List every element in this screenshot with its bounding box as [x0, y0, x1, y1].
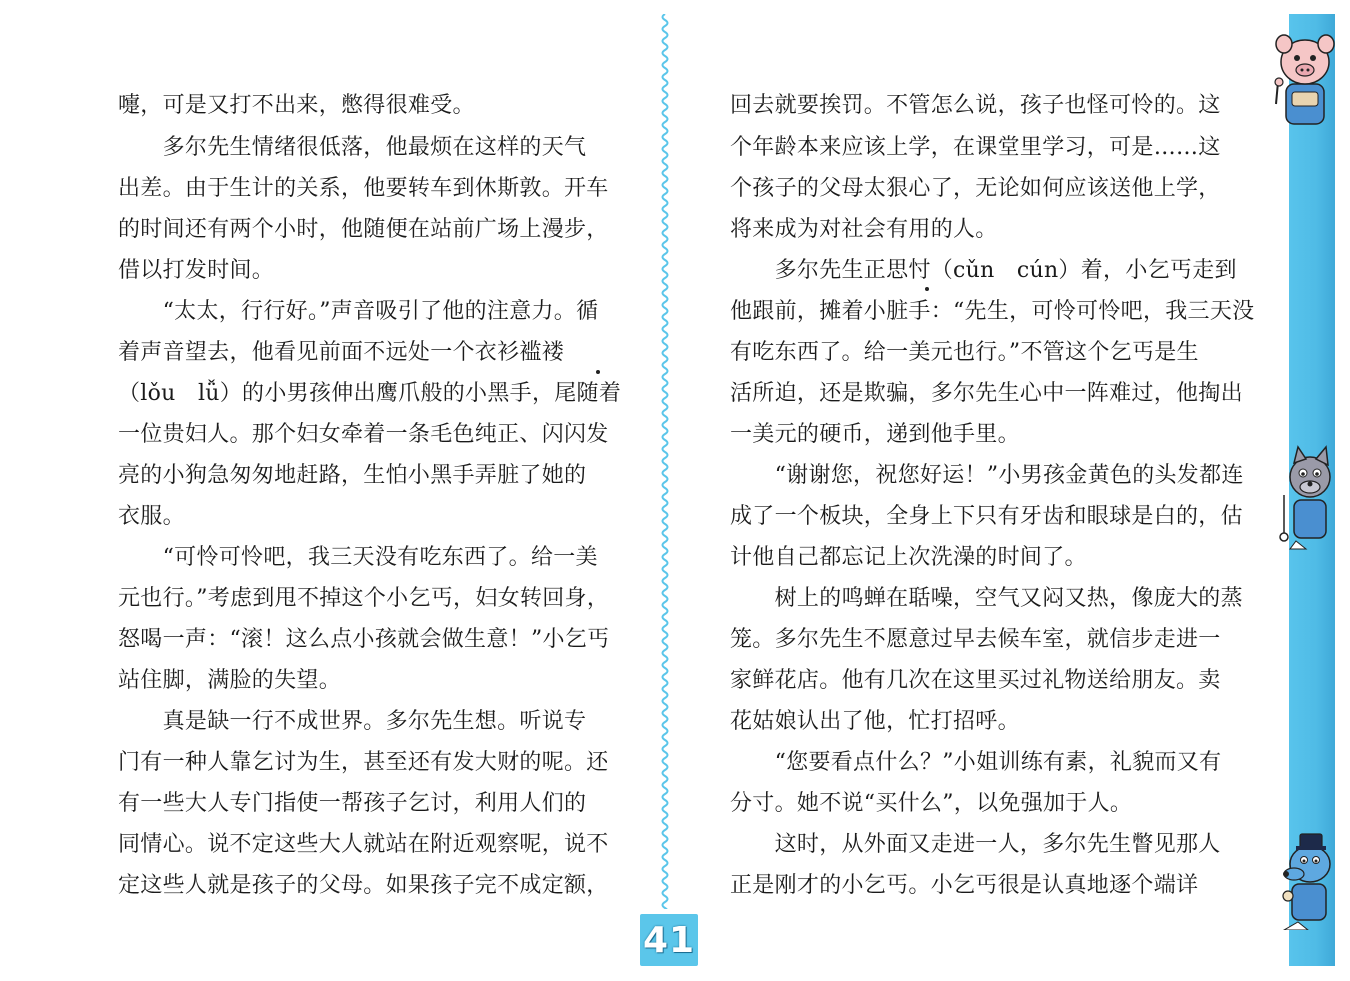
text-line: 有一些大人专门指使一帮孩子乞讨，利用人们的 — [118, 791, 587, 816]
text-line: 个孩子的父母太狠心了，无论如何应该送他上学， — [730, 176, 1221, 201]
wavy-divider-icon — [657, 14, 673, 909]
text-line: 多尔先生正思忖（cǔn cún）着，小乞丐走到 — [730, 258, 1237, 283]
text-line: “谢谢您，祝您好运！”小男孩金黄色的头发都连 — [730, 463, 1244, 488]
text-line: 正是刚才的小乞丐。小乞丐很是认真地逐个端详 — [730, 873, 1199, 898]
text-line: 定这些人就是孩子的父母。如果孩子完不成定额， — [118, 873, 609, 898]
text-line: 门有一种人靠乞讨为生，甚至还有发大财的呢。还 — [118, 750, 609, 775]
text-line: 元也行。”考虑到甩不掉这个小乞丐，妇女转回身， — [118, 586, 610, 611]
text-line: 衣服。 — [118, 504, 185, 529]
pig-cartoon-icon — [1270, 32, 1340, 132]
text-line: 这时，从外面又走进一人，多尔先生瞥见那人 — [730, 832, 1221, 857]
text-line: 嚏，可是又打不出来，憋得很难受。 — [118, 93, 475, 118]
text-line: 花姑娘认出了他，忙打招呼。 — [730, 709, 1020, 734]
page-number-box — [640, 914, 698, 966]
text-line: 活所迫，还是欺骗，多尔先生心中一阵难过，他掏出 — [730, 381, 1243, 406]
text-line: 计他自己都忘记上次洗澡的时间了。 — [730, 545, 1087, 570]
text-line: 树上的鸣蝉在聒噪，空气又闷又热，像庞大的蒸 — [730, 586, 1243, 611]
text-line: 他跟前，摊着小脏手：“先生，可怜可怜吧，我三天没 — [730, 299, 1255, 324]
text-line: 怒喝一声：“滚！这么点小孩就会做生意！”小乞丐 — [118, 627, 610, 652]
text-line: 亮的小狗急匆匆地赶路，生怕小黑手弄脏了她的 — [118, 463, 587, 488]
text-line: 多尔先生情绪很低落，他最烦在这样的天气 — [118, 135, 587, 160]
text-line: 个年龄本来应该上学，在课堂里学习，可是……这 — [730, 135, 1221, 160]
text-line: 一位贵妇人。那个妇女牵着一条毛色纯正、闪闪发 — [118, 422, 609, 447]
text-line: 将来成为对社会有用的人。 — [730, 217, 998, 242]
text-line: 真是缺一行不成世界。多尔先生想。听说专 — [118, 709, 587, 734]
text-line: 一美元的硬币，递到他手里。 — [730, 422, 1020, 447]
text-line: “您要看点什么？”小姐训练有素，礼貌而又有 — [730, 750, 1222, 775]
text-line: 站住脚，满脸的失望。 — [118, 668, 342, 693]
page-number: 41 — [642, 919, 696, 961]
text-line: 家鲜花店。他有几次在这里买过礼物送给朋友。卖 — [730, 668, 1221, 693]
text-line: 有吃东西了。给一美元也行。”不管这个乞丐是生 — [730, 340, 1199, 365]
text-line: 同情心。说不定这些大人就站在附近观察呢，说不 — [118, 832, 609, 857]
wolf-cartoon-icon — [1276, 445, 1340, 550]
text-line: 成了一个板块，全身上下只有牙齿和眼球是白的，估 — [730, 504, 1243, 529]
text-line: 回去就要挨罚。不管怎么说，孩子也怪可怜的。这 — [730, 93, 1221, 118]
text-line: 着声音望去，他看见前面不远处一个衣衫褴褛 — [118, 340, 565, 365]
emphasis-dot — [925, 287, 929, 291]
text-line: 笼。多尔先生不愿意过早去候车室，就信步走进一 — [730, 627, 1221, 652]
text-line: “可怜可怜吧，我三天没有吃东西了。给一美 — [118, 545, 598, 570]
text-line: （lǒu lǚ）的小男孩伸出鹰爪般的小黑手，尾随着 — [118, 381, 622, 406]
text-line: 的时间还有两个小时，他随便在站前广场上漫步， — [118, 217, 609, 242]
text-line: “太太，行行好。”声音吸引了他的注意力。循 — [118, 299, 599, 324]
text-line: 分寸。她不说“买什么”，以免强加于人。 — [730, 791, 1133, 816]
dog-cartoon-icon — [1272, 830, 1342, 930]
emphasis-dot — [596, 370, 600, 374]
text-line: 出差。由于生计的关系，他要转车到休斯敦。开车 — [118, 176, 609, 201]
text-line: 借以打发时间。 — [118, 258, 275, 283]
